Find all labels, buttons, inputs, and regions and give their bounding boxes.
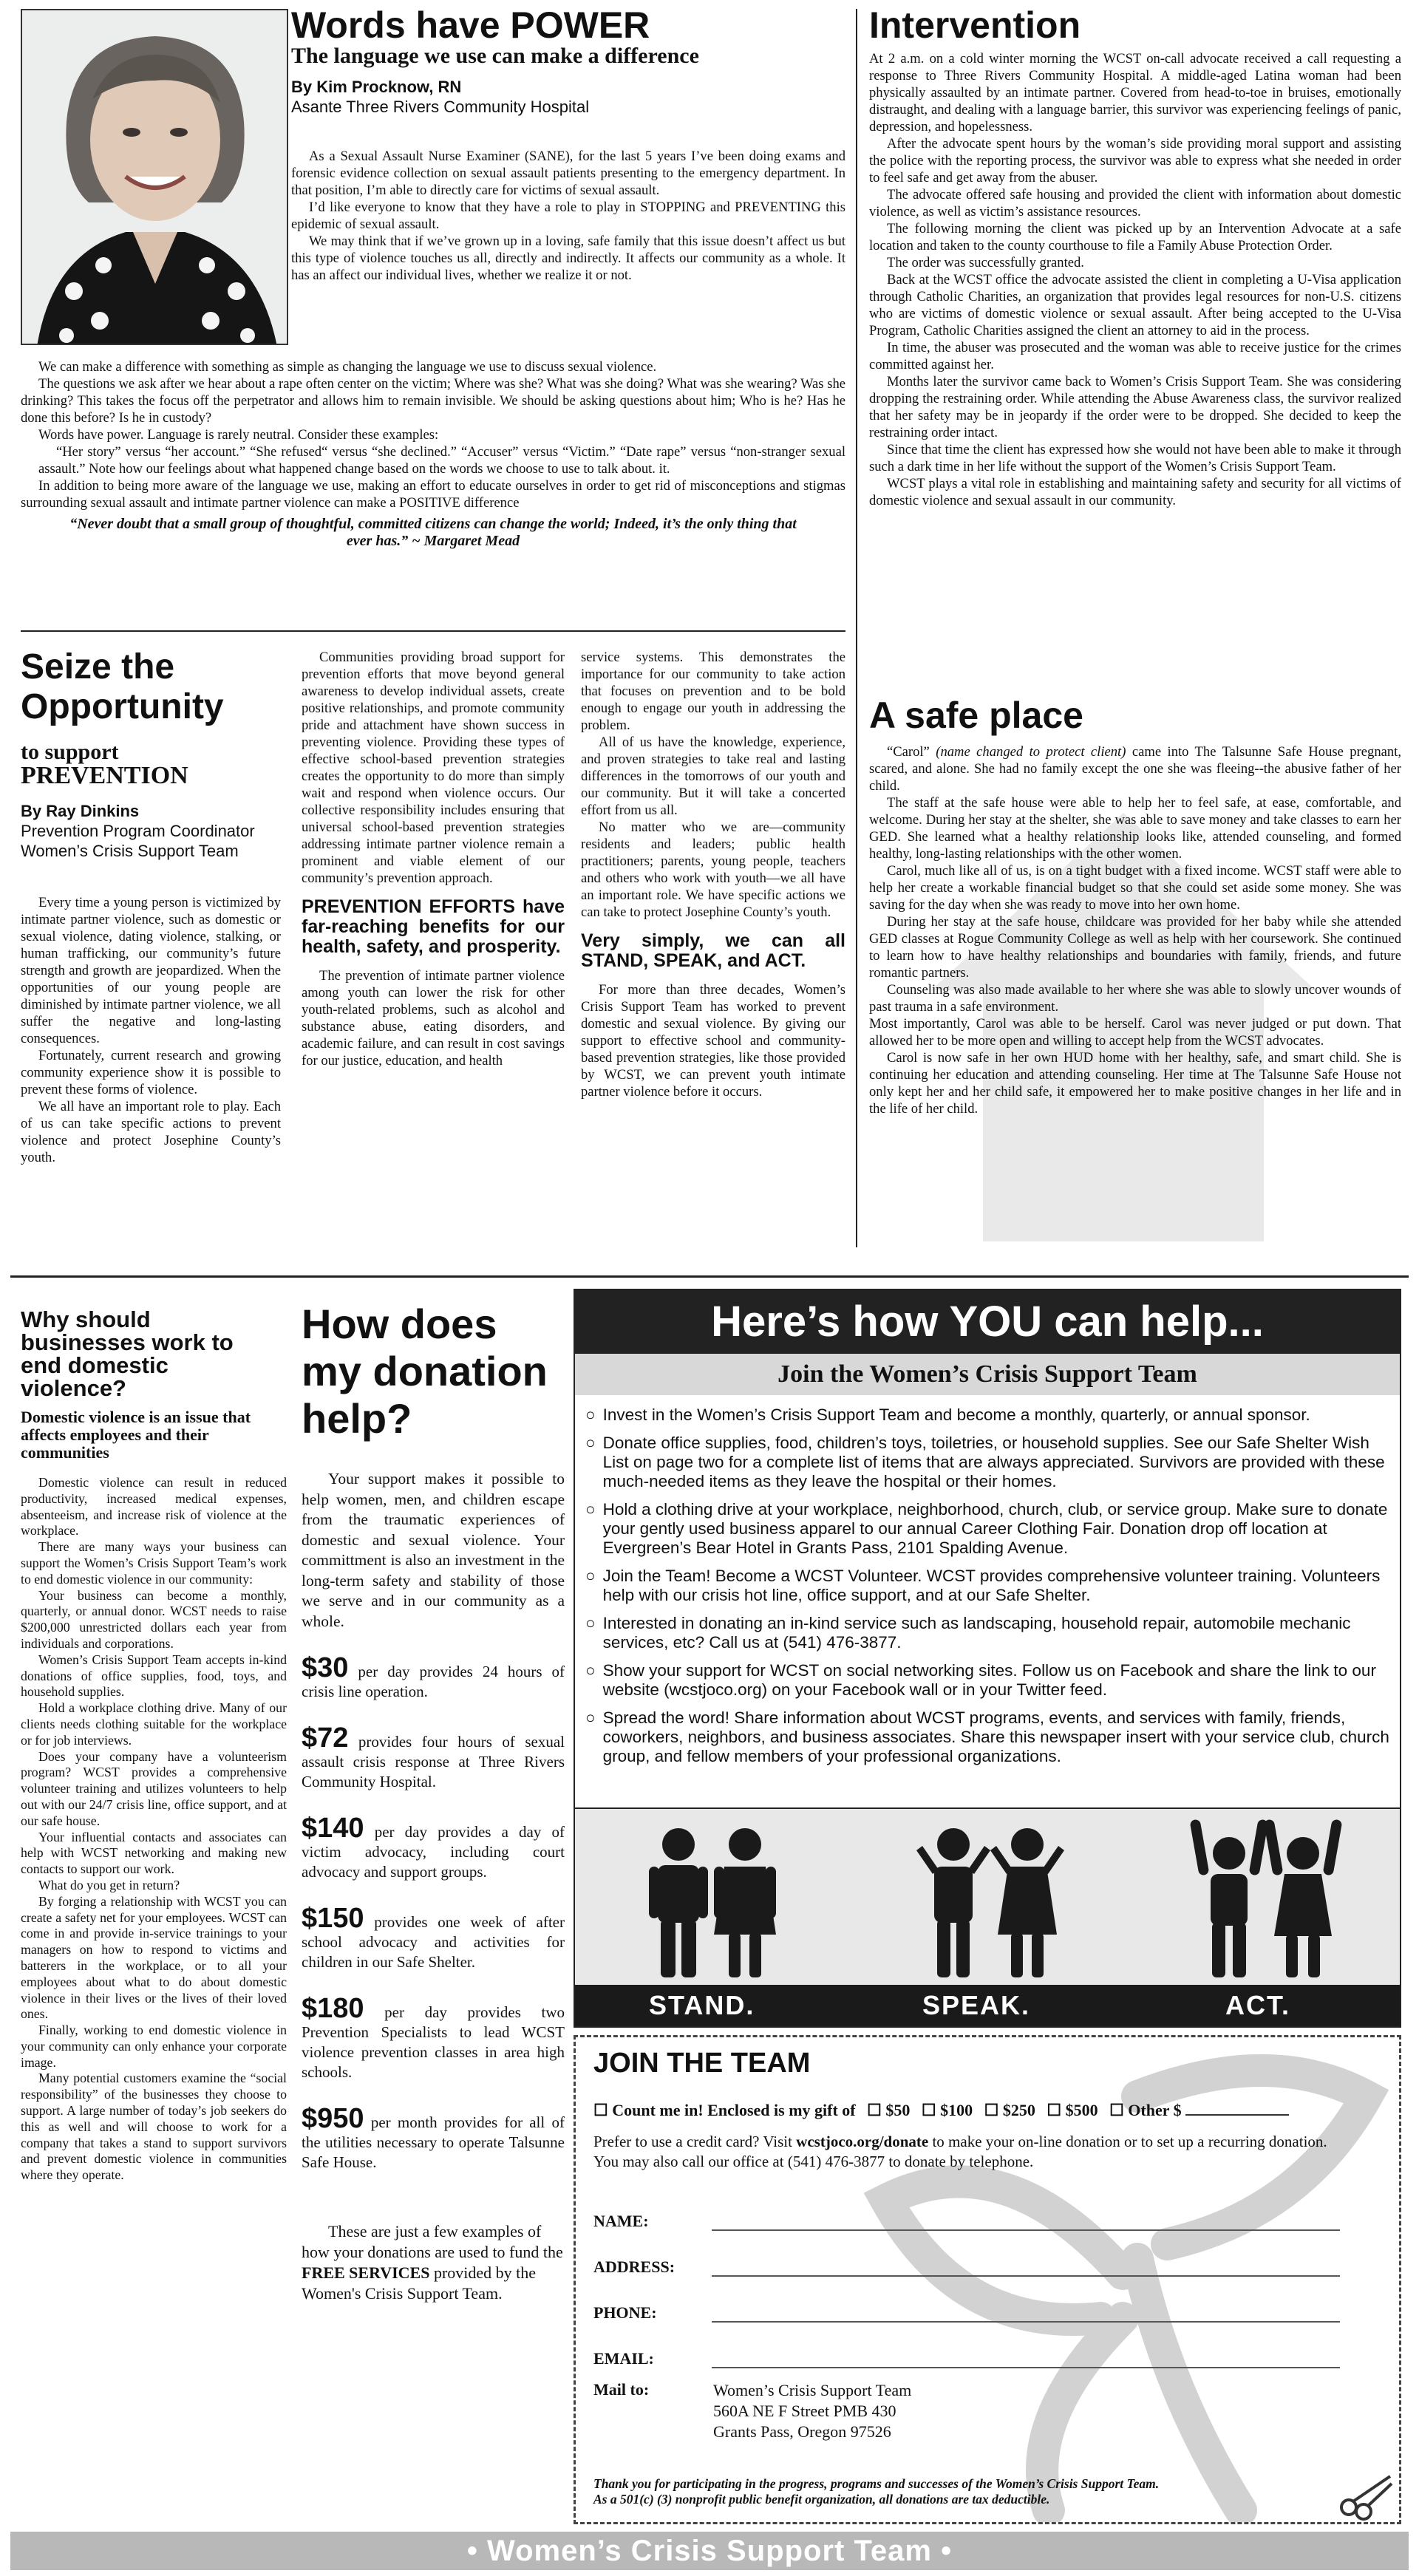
- name-field: [593, 2212, 1340, 2231]
- help-item-text: Join the Team! Become a WCST Volunteer. WCST provides comprehensive volunteer training. Volunteers help with our crisis hot line, office support, and at our Safe Shelter.: [602, 1567, 1381, 1604]
- words-paragraph: I’d like everyone to know that they have a role to play in STOPPING and PREVENTING this epidemic of sexual assault.: [291, 200, 845, 232]
- credit-text: Prefer to use a credit card? Visit: [593, 2133, 797, 2150]
- gift-option[interactable]: Other $: [1128, 2101, 1182, 2119]
- checkbox-icon[interactable]: ☐: [867, 2101, 886, 2119]
- donation-closing: [302, 2221, 565, 2304]
- donation-amount: $72: [302, 1723, 349, 1754]
- help-item: [585, 1434, 1389, 1491]
- safe-paragraph: Counseling was also made available to her where she was able to slowly uncover wounds of past trauma in a safe environment.: [869, 982, 1401, 1015]
- words-wide-text: [21, 358, 845, 550]
- intervention-section: [869, 6, 1401, 509]
- donation-intro: Your support makes it possible to help women, men, and children escape from the traumatic experiences of domestic and sexual violence. Your committment is also an investment in the long-term safety and stability of those we serve and in our community as a whole.: [302, 1470, 565, 1630]
- help-banner: Here’s how YOU can help...: [575, 1290, 1400, 1354]
- seize-subhead: Very simply, we can all STAND, SPEAK, and ACT.: [581, 930, 845, 971]
- checkbox-icon[interactable]: ☐: [1047, 2101, 1066, 2119]
- address-line: Women’s Crisis Support Team: [713, 2381, 912, 2399]
- email-label: EMAIL:: [593, 2349, 654, 2368]
- help-item-text: Donate office supplies, food, children’s toys, toiletries, or household supplies. See our Safe Shelter Wish List on page two for a complete list of items that are always appreciated. Survivors are provided with these much-needed items as they leave the hospital or their homes.: [602, 1434, 1385, 1490]
- act-label: ACT.: [1225, 1990, 1290, 2020]
- intervention-paragraph: The following morning the client was picked up by an Intervention Advocate at a safe location and taken to the county courthouse to file a Family Abuse Protection Order.: [869, 221, 1401, 253]
- stand-speak-act-labels: [575, 1985, 1400, 2026]
- donation-item: [302, 1813, 565, 1882]
- checkbox-icon[interactable]: ☐: [921, 2101, 941, 2119]
- bullet-icon: ○: [585, 1434, 596, 1452]
- seize-title: Seize the Opportunity: [21, 647, 224, 726]
- why-paragraph: Women’s Crisis Support Team accepts in-kind donations of office supplies, food, toys, and household supplies.: [21, 1652, 287, 1700]
- seize-org: Women’s Crisis Support Team: [21, 842, 239, 860]
- gift-option[interactable]: $500: [1065, 2101, 1098, 2119]
- speaking-figures-icon: [916, 1824, 1064, 1979]
- donation-amount: $30: [302, 1652, 349, 1683]
- why-paragraph: Domestic violence can result in reduced productivity, increased medical expenses, absenteeism, and increase risk of violence at the workplace.: [21, 1475, 287, 1539]
- seize-paragraph: All of us have the knowledge, experience, and proven strategies to take real and lasting differences in the tomorrows of our youth and our community. But it will take a concerted effort from us all.: [581, 735, 845, 818]
- donation-item: [302, 2103, 565, 2173]
- why-paragraph: Your business can become a monthly, quarterly, or annual donor. WCST needs to raise $200,000 unrestricted dollars each year from individuals and corporations.: [21, 1587, 287, 1651]
- donation-item: [302, 1903, 565, 1972]
- seize-paragraph: Every time a young person is victimized by intimate partner violence, such as domestic or sexual violence, dating violence, stalking, or human trafficking, our community’s future strength and growth are jeopardized. When the opportunities of our young people are diminished by intimate partner violence, we all suffer the negative and long-lasting consequences.: [21, 895, 281, 1046]
- join-title: JOIN THE TEAM: [593, 2048, 811, 2079]
- donation-desc: per day provides two Prevention Specialists to lead WCST violence prevention classes in area high schools.: [302, 2003, 565, 2081]
- safe-title: A safe place: [869, 695, 1083, 736]
- seize-paragraph: We all have an important role to play. Each of us can take specific actions to prevent violence and protect Josephine County’s youth.: [21, 1099, 281, 1165]
- help-item: [585, 1661, 1389, 1700]
- donation-desc: provides one week of after school advocacy and activities for children in our Safe Shelter.: [302, 1913, 565, 1971]
- words-affiliation: Asante Three Rivers Community Hospital: [291, 98, 590, 116]
- intervention-paragraph: At 2 a.m. on a cold winter morning the WCST on-call advocate received a call requesting a response to Three Rivers Community Hospital. A middle-aged Latina woman had been physically assaulted by an intimate partner. Covered from head-to-toe in bruises, emotionally distraught, and dealing with a language barrier, this survivor was experiencing feelings of panic, depression, and hopelessness.: [869, 51, 1401, 134]
- count-label: Count me in! Enclosed is my gift of: [612, 2101, 856, 2119]
- phone-field: [593, 2303, 1340, 2323]
- phone-input[interactable]: [712, 2303, 1340, 2323]
- donation-item: [302, 1652, 565, 1702]
- seize-sub2: PREVENTION: [21, 762, 188, 789]
- email-input[interactable]: [712, 2349, 1340, 2368]
- bullet-icon: ○: [585, 1661, 596, 1680]
- seize-paragraph: No matter who we are—community residents and leaders; public health practitioners; parents, young people, teachers and others who work with youth—we all have an important role. We have specific actions we can take to protect Josephine County’s youth.: [581, 820, 845, 920]
- words-header: [291, 6, 847, 117]
- closing-bold: FREE SERVICES: [302, 2263, 430, 2282]
- join-form: [574, 2035, 1401, 2524]
- words-author: By Kim Procknow, RN: [291, 78, 462, 96]
- donation-item: [302, 1723, 565, 1792]
- seize-col1: [21, 894, 281, 1166]
- seize-paragraph: Communities providing broad support for prevention efforts that move beyond general awareness to develop individual assets, create positive relationships, and promote community pride and attachment have shown success in preventing violence. Providing these types of effective school-based prevention strategies creates the opportunity to do more than simply wait and respond when violence occurs. Our collective responsibility includes ensuring that universal school-based prevention strategies addressing intimate partner violence remain a prominent and viable element of our community’s prevention approach.: [302, 650, 565, 886]
- seize-paragraph: The prevention of intimate partner violence among youth can lower the risk for other youth-related problems, such as alcohol and substance abuse, eating disorders, and academic failure, and can result in cost savings for our justice, education, and health: [302, 968, 565, 1069]
- intervention-paragraph: The advocate offered safe housing and provided the client with information about domestic violence, as well as victim’s assistance resources.: [869, 187, 1401, 219]
- thanks-line: As a 501(c) (3) nonprofit public benefit organization, all donations are tax deductible.: [593, 2492, 1050, 2507]
- help-item: [585, 1708, 1389, 1766]
- words-paragraph: Words have power. Language is rarely neutral. Consider these examples:: [38, 427, 439, 443]
- seize-paragraph: service systems. This demonstrates the importance for our community to take action that focuses on prevention and to be bold enough to engage our youth in addressing the problem.: [581, 650, 845, 733]
- seize-col2: [302, 649, 565, 1069]
- donation-desc: per month provides for all of the utilities necessary to operate Talsunne Safe House.: [302, 2113, 565, 2171]
- help-item-text: Interested in donating an in-kind service such as landscaping, household repair, automobile mechanic services, etc? Call us at (541) 476-3877.: [602, 1614, 1351, 1652]
- seize-col3: [581, 649, 845, 1100]
- words-title: Words have POWER: [291, 4, 650, 46]
- why-paragraph: By forging a relationship with WCST you can create a safety net for your employees. WCST can come in and provide in-service trainings to your managers on how to respond to victims and batterers in the workplace, or to all your employees about what to do about domestic violence in their lives or the lives of their loved ones.: [21, 1893, 287, 2022]
- help-list: [575, 1395, 1400, 1766]
- standing-figures-icon: [642, 1824, 782, 1979]
- help-item-text: Hold a clothing drive at your workplace, neighborhood, church, club, or service group. Make sure to donate your gently used business apparel to our annual Career Clothing Fair. Donation drop off location at Evergreen’s Bear Hotel in Grants Pass, 2101 Spalding Avenue.: [602, 1500, 1388, 1557]
- speak-label: SPEAK.: [922, 1990, 1031, 2020]
- intervention-paragraph: Months later the survivor came back to Women’s Crisis Support Team. She was considering dropping the restraining order. While attending the Abuse Awareness class, the survivor realized that her safety may be in jeopardy if the order were to be dropped. She decided to keep the restraining order intact.: [869, 374, 1401, 440]
- why-paragraph: Hold a workplace clothing drive. Many of our clients needs clothing suitable for the workplace or for job interviews.: [21, 1700, 287, 1748]
- gift-option[interactable]: $100: [940, 2101, 973, 2119]
- help-panel: [574, 1289, 1401, 2028]
- stand-speak-act-panel: [575, 1807, 1400, 2026]
- join-heading: Join the Women’s Crisis Support Team: [575, 1354, 1400, 1395]
- bullet-icon: ○: [585, 1405, 596, 1424]
- safe-paragraph: During her stay at the safe house, childcare was provided for her baby while she attended GED classes at Rogue Community College as well as help with her coursework. She continued to learn how to have healthy relationships and boundaries with family, friends, and future romantic partners.: [869, 914, 1401, 981]
- words-paragraph: As a Sexual Assault Nurse Examiner (SANE), for the last 5 years I’ve been doing exams and forensic evidence collection on sexual assault patients presenting to the emergency department. In that position, I’m able to directly care for victims of sexual assault.: [291, 149, 845, 198]
- footer-banner: • Women’s Crisis Support Team •: [10, 2532, 1409, 2570]
- mailing-address: [713, 2380, 911, 2442]
- mail-to-label: Mail to:: [593, 2380, 650, 2399]
- safe-text: “Carol”: [887, 744, 936, 760]
- gift-option[interactable]: $50: [885, 2101, 911, 2119]
- bullet-icon: ○: [585, 1614, 596, 1632]
- donation-desc: provides four hours of sexual assault crisis response at Three Rivers Community Hospital.: [302, 1733, 565, 1790]
- bullet-icon: ○: [585, 1708, 596, 1727]
- intervention-paragraph: Back at the WCST office the advocate assisted the client in completing a U-Visa application through Catholic Charities, an organization that provides legal resources for non-U.S. citizens who are victims of domestic violence or sexual assault. After being accepted to the U-Visa Program, Catholic Charities assigned the client an attorney to aid in the process.: [869, 272, 1401, 338]
- seize-header: [21, 647, 279, 861]
- donate-link[interactable]: wcstjoco.org/donate: [796, 2133, 929, 2150]
- words-paragraph: We can make a difference with something as simple as changing the language we use to discuss sexual violence.: [38, 359, 657, 375]
- donation-amount: $180: [302, 1993, 364, 2024]
- donation-amount: $150: [302, 1903, 364, 1934]
- why-title: Why should businesses work to end domestic violence?: [21, 1306, 234, 1401]
- words-paragraph: “Her story” versus “her account.” “She refused“ versus “she declined.” “Accuser” versus “Victim.” “Date rape” versus “non-stranger sexual assault.” Note how our feelings about what happened change based on the words we choose to use to talk about. it.: [38, 444, 845, 477]
- seize-author: By Ray Dinkins: [21, 802, 140, 820]
- words-subtitle: The language we use can make a difference: [291, 44, 699, 68]
- why-paragraph: What do you get in return?: [38, 1877, 180, 1892]
- gift-option[interactable]: $250: [1002, 2101, 1035, 2119]
- seize-subhead: PREVENTION EFFORTS have far-reaching benefits for our health, safety, and prosperity.: [302, 896, 565, 957]
- intervention-paragraph: In time, the abuser was prosecuted and the woman was able to receive justice for the crimes committed against her.: [869, 340, 1401, 372]
- why-paragraph: Does your company have a volunteerism program? WCST provides a comprehensive volunteer training and utilizes volunteers to help out with our 24/7 crisis line, office support, and at our safe house.: [21, 1748, 287, 1828]
- donation-desc: per day provides a day of victim advocacy, including court advocacy and support groups.: [302, 1823, 565, 1881]
- intervention-title: Intervention: [869, 4, 1081, 46]
- help-item: [585, 1500, 1389, 1558]
- section-divider: [10, 1275, 1409, 1278]
- pull-quote: “Never doubt that a small group of thoughtful, committed citizens can change the world; Indeed, it’s the only thing that ever has.” ~ Margaret Mead: [69, 516, 797, 549]
- bullet-icon: ○: [585, 1567, 596, 1585]
- help-item-text: Invest in the Women’s Crisis Support Team and become a monthly, quarterly, or annual sponsor.: [602, 1405, 1310, 1424]
- help-item: [585, 1405, 1389, 1425]
- intervention-paragraph: Since that time the client has expressed how she would not have been able to make it through such a dark time in her life without the support of the Women’s Crisis Support Team.: [869, 442, 1401, 474]
- why-paragraph: Many potential customers examine the “social responsibility” of the businesses they choose to support. A large number of today’s job seekers do this as well and will choose to work for a company that takes a stand to support survivors and prevent domestic violence in communities where they operate.: [21, 2071, 287, 2183]
- closing-text: provided by the Women's Crisis Support Team.: [302, 2263, 537, 2303]
- words-narrow-text: [291, 148, 845, 284]
- checkbox-icon[interactable]: ☐: [984, 2101, 1003, 2119]
- name-label: NAME:: [593, 2212, 649, 2230]
- seize-paragraph: Fortunately, current research and growing community experience show it is possible to prevent these forms of violence.: [21, 1048, 281, 1097]
- help-item: [585, 1614, 1389, 1652]
- words-paragraph: The questions we ask after we hear about a rape often center on the victim; Where was she? What was she doing? What was she wearing? Was she drinking? This takes the focus off the perpetrator and allows him to remain invisible. We should be asking questions about him; Who is he? Has he done this before? Is he in custody?: [21, 376, 845, 426]
- words-paragraph: We may think that if we’ve grown up in a loving, safe family that this issue doesn’t affect us but this type of violence touches us all, directly and indirectly. It affects our community as a whole. It has an affect our individual lives, whether we realize it or not.: [291, 234, 845, 283]
- address-line: 560A NE F Street PMB 430: [713, 2402, 896, 2420]
- thank-you-note: [593, 2476, 1333, 2507]
- safe-paragraph: Most importantly, Carol was able to be herself. Carol was never judged or put down. That allowed her to be more open and willing to accept help from the WCST advocates.: [869, 1016, 1401, 1049]
- email-field: [593, 2349, 1340, 2368]
- safe-section: [869, 696, 1401, 1117]
- credit-card-note: [593, 2132, 1347, 2172]
- gift-options: [593, 2101, 1377, 2120]
- phone-label: PHONE:: [593, 2303, 657, 2322]
- words-paragraph: In addition to being more aware of the language we use, making an effort to educate ourselves in order to get rid of misconceptions and stigmas surrounding sexual assault and intimate partner violence can make a POSITIVE difference: [21, 478, 845, 511]
- safe-paragraph: Carol, much like all of us, is on a tight budget with a fixed income. WCST staff were able to help her create a workable financial budget so that she could set aside some money. She was saving for the day when she was ready to move into her own home.: [869, 863, 1401, 913]
- other-amount-field[interactable]: [1185, 2114, 1289, 2116]
- address-line: Grants Pass, Oregon 97526: [713, 2422, 891, 2441]
- intervention-paragraph: The order was successfully granted.: [887, 255, 1084, 270]
- safe-note: (name changed to protect client): [936, 744, 1126, 760]
- safe-paragraph: [869, 743, 1401, 794]
- intervention-paragraph: After the advocate spent hours by the woman’s side providing moral support and assisting the police with the reporting process, the survivor was able to express what she needed in order to feel safe and get away from the abuser.: [869, 136, 1401, 185]
- portrait-image: [22, 10, 288, 345]
- help-item: [585, 1567, 1389, 1605]
- why-section: [21, 1308, 287, 2184]
- seize-role: Prevention Program Coordinator: [21, 822, 255, 840]
- why-paragraph: Finally, working to end domestic violence in your community can only enhance your corporate image.: [21, 2023, 287, 2070]
- checkbox-icon[interactable]: ☐: [1109, 2101, 1129, 2119]
- divider: [856, 9, 857, 1247]
- why-subtitle: Domestic violence is an issue that affects employees and their communities: [21, 1408, 251, 1462]
- safe-paragraph: The staff at the safe house were able to help her to feel safe, at ease, comfortable, and welcome. During her stay at the shelter, she was able to save money and take classes to earn her GED. She learned what a healthy relationship looks like, attended counseling, and formed healthy, long-lasting relationships with the other women.: [869, 795, 1401, 862]
- help-item-text: Show your support for WCST on social networking sites. Follow us on Facebook and share the link to our website (wcstjoco.org) on your Facebook wall or in your Twitter feed.: [602, 1661, 1376, 1699]
- address-input[interactable]: [712, 2258, 1340, 2277]
- donation-title: How does my donation help?: [302, 1301, 548, 1442]
- safe-paragraph: Carol is now safe in her own HUD home with her healthy, safe, and smart child. She is continuing her education and attending counseling. Her time at The Talsunne Safe House not only kept her and her child safe, it empowered her to make positive changes in her life and in the life of her child.: [869, 1050, 1401, 1117]
- donation-section: [302, 1301, 565, 2304]
- author-photo: [21, 9, 288, 345]
- address-field: [593, 2258, 1340, 2277]
- help-item-text: Spread the word! Share information about WCST programs, events, and services with family, friends, coworkers, neighbors, and business associates. Share this newspaper insert with your service club, church group, and fellow members of your professional organizations.: [602, 1708, 1389, 1765]
- why-paragraph: There are many ways your business can support the Women’s Crisis Support Team’s work to end domestic violence in our community:: [21, 1539, 287, 1587]
- bullet-icon: ○: [585, 1500, 596, 1519]
- donation-desc: per day provides 24 hours of crisis line operation.: [302, 1663, 565, 1700]
- seize-sub1: to support: [21, 740, 119, 764]
- raised-arms-figures-icon: [1188, 1819, 1344, 1979]
- name-input[interactable]: [712, 2212, 1340, 2231]
- address-label: ADDRESS:: [593, 2258, 676, 2276]
- credit-text: to make your on-line donation or to set up a recurring donation. You may also call our office at (541) 476-3877 to donate by telephone.: [593, 2133, 1327, 2170]
- donation-amount: $950: [302, 2103, 364, 2134]
- closing-text: These are just a few examples of how your donations are used to fund the: [302, 2222, 563, 2261]
- divider: [21, 630, 845, 632]
- checkbox-icon[interactable]: ☐: [593, 2101, 613, 2119]
- seize-paragraph: For more than three decades, Women’s Crisis Support Team has worked to prevent domestic and sexual violence. By giving our support to effective school and community-based prevention strategies, like those provided by WCST, we can prevent youth intimate partner violence before it occurs.: [581, 982, 845, 1100]
- safe-text: came into The Talsunne Safe House pregnant, scared, and alone. She had no family except the one she was fleeing--the abusive father of her child.: [869, 744, 1401, 794]
- why-paragraph: Your influential contacts and associates can help with WCST networking and making new contacts to support our work.: [21, 1829, 287, 1877]
- donation-amount: $140: [302, 1813, 364, 1844]
- scissors-icon: [1338, 2473, 1395, 2521]
- thanks-line: Thank you for participating in the progress, programs and successes of the Women’s Crisis Support Team.: [593, 2476, 1160, 2491]
- stand-label: STAND.: [649, 1990, 755, 2020]
- contact-fields: [593, 2212, 1340, 2395]
- donation-item: [302, 1993, 565, 2082]
- intervention-paragraph: WCST plays a vital role in establishing and maintaining safety and security for all victims of domestic violence and sexual assault in our community.: [869, 476, 1401, 508]
